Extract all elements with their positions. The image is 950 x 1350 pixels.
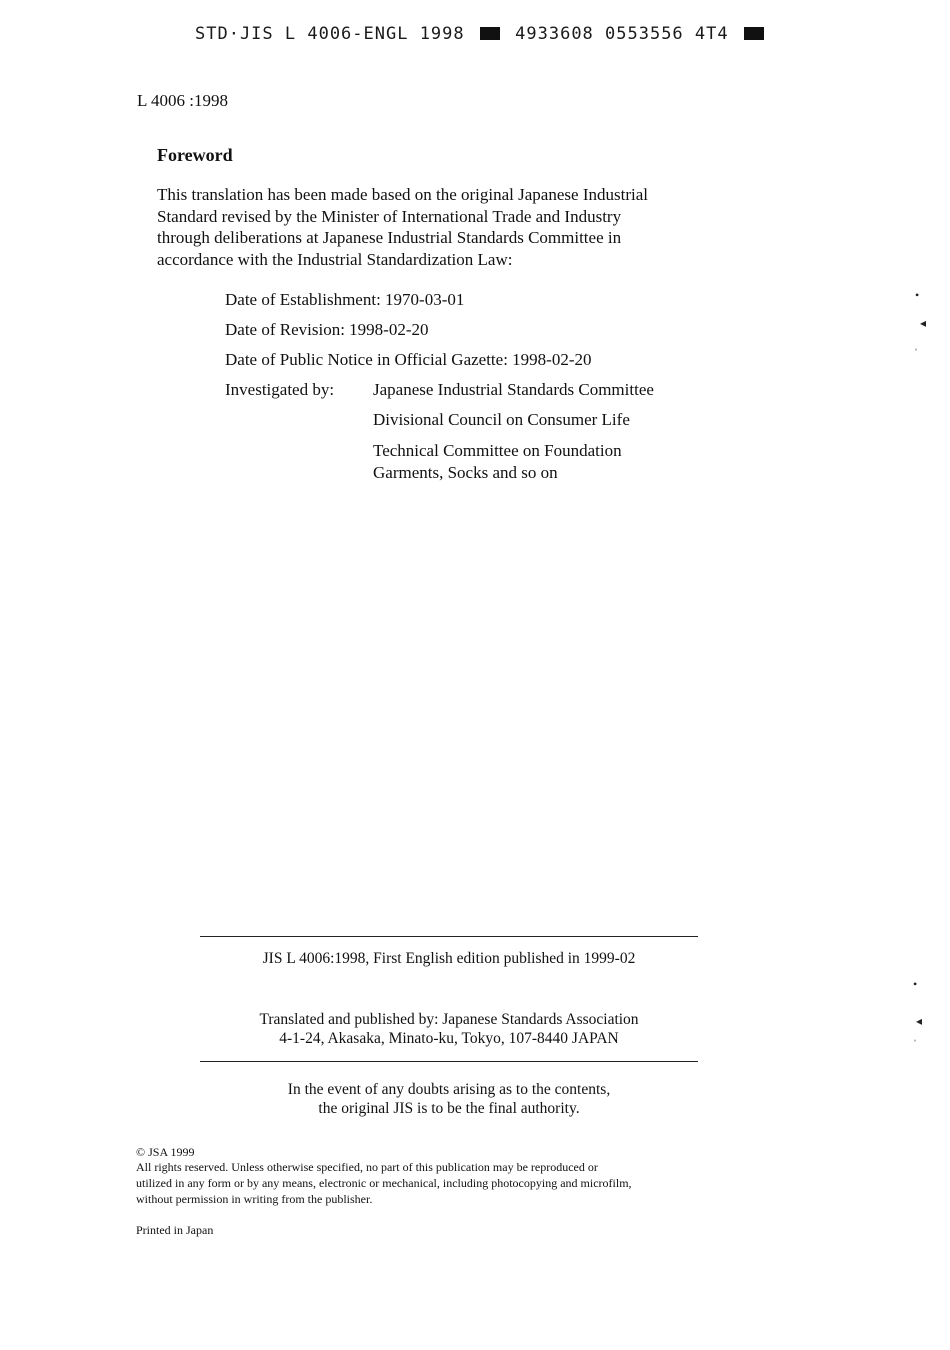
paragraph-line: accordance with the Industrial Standardization Law: xyxy=(157,249,513,269)
scan-speck-mark: ˈ xyxy=(913,1037,917,1051)
scan-speck-mark: ˈ xyxy=(914,346,918,360)
standard-number: L 4006 :1998 xyxy=(137,91,228,110)
date-public-notice: Date of Public Notice in Official Gazette: 1998-02-20 xyxy=(225,350,592,369)
date-revision: Date of Revision: 1998-02-20 xyxy=(225,320,429,339)
investigated-council: Divisional Council on Consumer Life xyxy=(373,410,630,429)
authority-line-2: the original JIS is to be the final authority. xyxy=(318,1100,580,1117)
investigated-technical-cont: Garments, Socks and so on xyxy=(373,463,558,482)
divider-bottom xyxy=(200,1061,698,1062)
printed-in: Printed in Japan xyxy=(136,1223,214,1237)
rights-line: All rights reserved. Unless otherwise specified, no part of this publication may be reproduced or xyxy=(136,1160,598,1174)
scan-speck-mark: • xyxy=(913,977,918,991)
header-barcode-number: 4933608 0553556 4T4 xyxy=(515,24,729,44)
scan-speck-mark: ◂ xyxy=(916,1014,923,1028)
investigated-label: Investigated by: xyxy=(225,380,335,399)
divider-top xyxy=(200,936,698,937)
authority-line-1: In the event of any doubts arising as to the contents, xyxy=(287,1081,611,1098)
header-code-text: STD·JIS L 4006-ENGL 1998 xyxy=(195,24,465,44)
paragraph-line: through deliberations at Japanese Industrial Standards Committee in xyxy=(157,228,622,247)
rights-line: utilized in any form or by any means, electronic or mechanical, including photocopying and microfilm, xyxy=(136,1176,632,1190)
scan-speck-mark: • xyxy=(915,288,920,302)
publisher-address: 4-1-24, Akasaka, Minato-ku, Tokyo, 107-8440 JAPAN xyxy=(279,1030,619,1047)
rights-line: without permission in writing from the publisher. xyxy=(136,1192,373,1206)
scan-speck-mark: ◂ xyxy=(920,316,927,330)
paragraph-line: This translation has been made based on the original Japanese Industrial xyxy=(157,185,648,204)
black-block-marker xyxy=(480,27,500,40)
header-code xyxy=(195,24,768,44)
copyright-notice: © JSA 1999 xyxy=(136,1145,195,1159)
investigated-technical: Technical Committee on Foundation xyxy=(373,441,622,460)
publisher-line: Translated and published by: Japanese Standards Association xyxy=(259,1011,639,1028)
paragraph-line: Standard revised by the Minister of International Trade and Industry xyxy=(157,206,622,226)
date-establishment: Date of Establishment: 1970-03-01 xyxy=(225,290,465,309)
foreword-heading: Foreword xyxy=(157,145,233,165)
investigated-committee: Japanese Industrial Standards Committee xyxy=(373,380,654,399)
edition-line: JIS L 4006:1998, First English edition published in 1999-02 xyxy=(262,950,636,967)
black-block-marker xyxy=(744,27,764,40)
foreword-paragraph xyxy=(157,184,772,270)
